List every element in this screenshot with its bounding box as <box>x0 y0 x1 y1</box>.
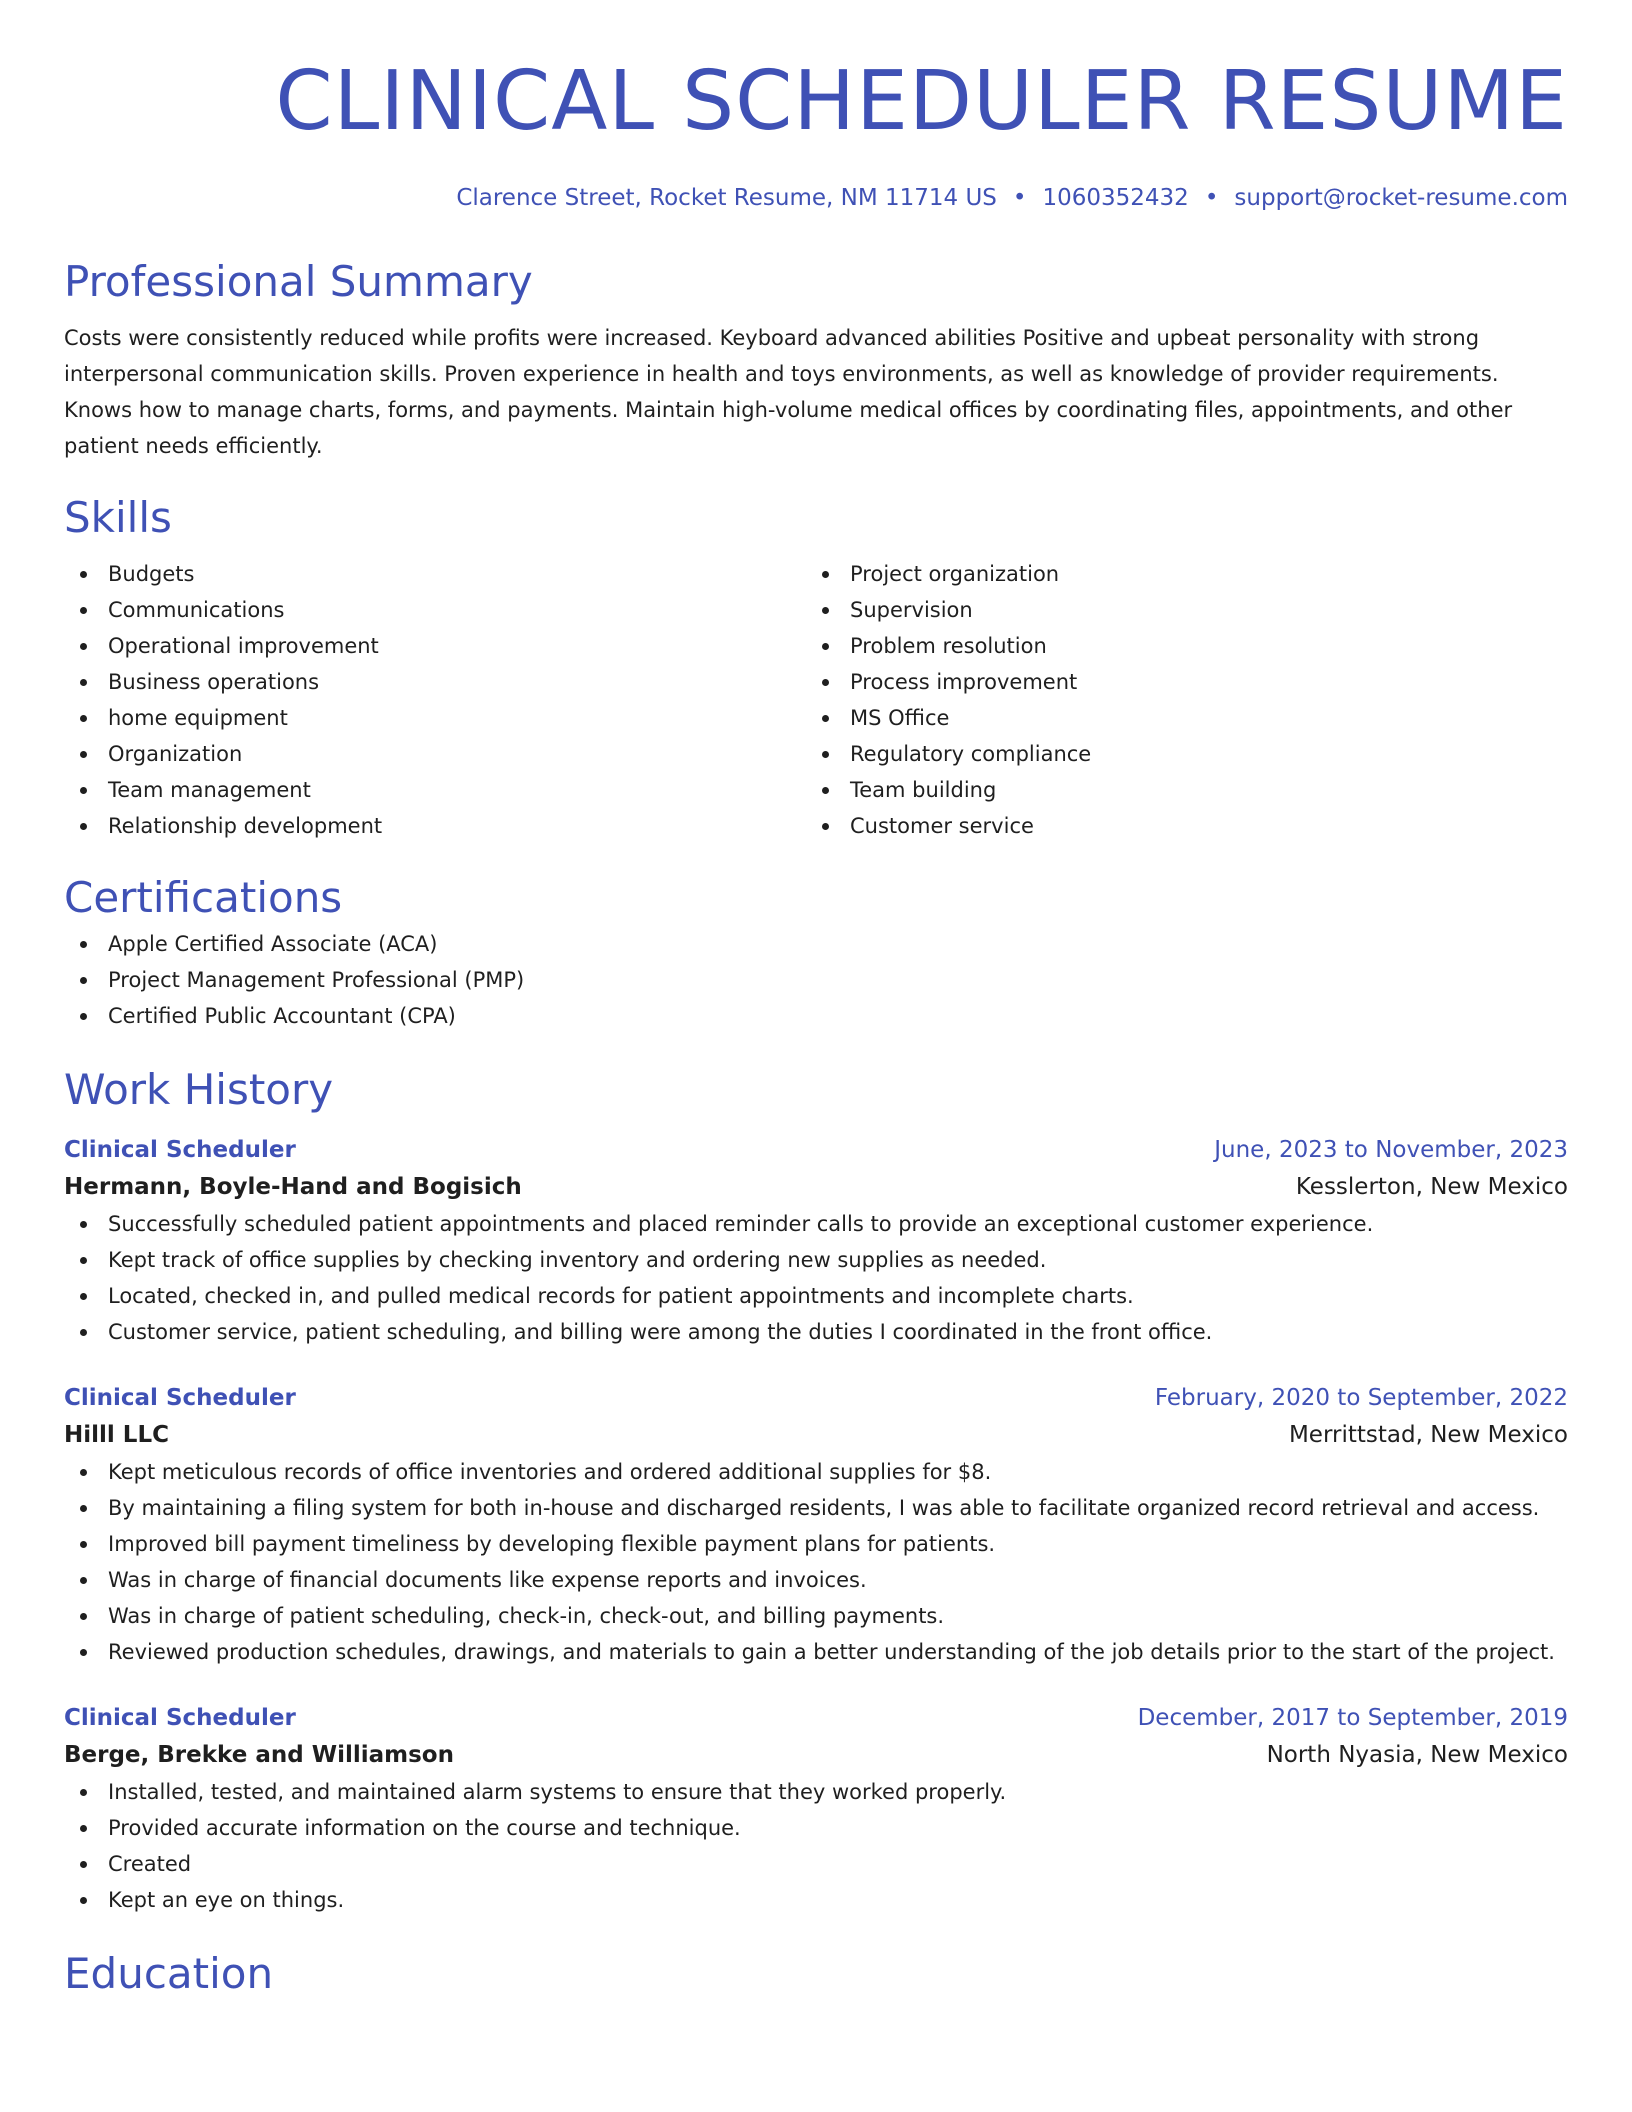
skill-item: Team building <box>806 772 1548 808</box>
contact-separator: • <box>1204 185 1219 211</box>
skills-grid <box>64 556 1568 844</box>
job-duty: Customer service, patient scheduling, and billing were among the duties I coordinated in the front office. <box>64 1314 1568 1350</box>
skill-item: Organization <box>64 736 806 772</box>
skill-item: Problem resolution <box>806 628 1548 664</box>
job-duties-list <box>64 1774 1568 1918</box>
skill-item: Business operations <box>64 664 806 700</box>
job-duties-list <box>64 1206 1568 1350</box>
skill-item: Supervision <box>806 592 1548 628</box>
job-title-row <box>64 1132 1568 1168</box>
job-duties-list <box>64 1454 1568 1670</box>
skill-item: Communications <box>64 592 806 628</box>
job-duty: Kept track of office supplies by checking inventory and ordering new supplies as needed. <box>64 1242 1568 1278</box>
job-duty: By maintaining a filing system for both in-house and discharged residents, I was able to facilitate organized record retrieval and access. <box>64 1490 1568 1526</box>
job-company: Berge, Brekke and Williamson <box>64 1742 454 1768</box>
skills-list-left <box>64 556 806 844</box>
skill-item: Operational improvement <box>64 628 806 664</box>
job-duty: Created <box>64 1846 1568 1882</box>
job-duty: Kept an eye on things. <box>64 1882 1568 1918</box>
certification-item: Certified Public Accountant (CPA) <box>64 998 1568 1034</box>
job-title: Clinical Scheduler <box>64 1385 296 1411</box>
skill-item: home equipment <box>64 700 806 736</box>
job-title-row <box>64 1700 1568 1736</box>
skills-list-right <box>806 556 1548 844</box>
certification-item: Apple Certified Associate (ACA) <box>64 926 1568 962</box>
certifications-list <box>64 926 1568 1034</box>
work-history-heading: Work History <box>64 1065 334 1114</box>
job-title: Clinical Scheduler <box>64 1705 296 1731</box>
job-company: Hilll LLC <box>64 1422 169 1448</box>
job-duty: Kept meticulous records of office inventories and ordered additional supplies for $8. <box>64 1454 1568 1490</box>
resume-title: CLINICAL SCHEDULER RESUME <box>275 54 1568 149</box>
contact-address: Clarence Street, Rocket Resume, NM 11714 US <box>456 185 997 211</box>
job-location: North Nyasia, New Mexico <box>1266 1742 1568 1768</box>
job-location: Kesslerton, New Mexico <box>1295 1174 1568 1200</box>
summary-text: Costs were consistently reduced while profits were increased. Keyboard advanced abilities Positive and upbeat personality with strong interpersonal communication skills. Proven experience in health and toys environments, as well as knowledge of provider requirements. Knows how to manage charts, forms, and payments. Maintain high-volume medical offices by coordinating files, appointments, and other patient needs efficiently. <box>64 326 1513 458</box>
contact-email: support@rocket-resume.com <box>1234 185 1568 211</box>
job-title: Clinical Scheduler <box>64 1137 296 1163</box>
skill-item: Customer service <box>806 808 1548 844</box>
resume-header <box>64 0 1568 214</box>
skill-item: Regulatory compliance <box>806 736 1548 772</box>
job-duty: Provided accurate information on the course and technique. <box>64 1810 1568 1846</box>
job-duty: Located, checked in, and pulled medical records for patient appointments and incomplete charts. <box>64 1278 1568 1314</box>
skill-item: Project organization <box>806 556 1548 592</box>
certifications-heading: Certifications <box>64 873 343 922</box>
contact-separator: • <box>1012 185 1027 211</box>
skill-item: Team management <box>64 772 806 808</box>
job-duty: Improved bill payment timeliness by developing flexible payment plans for patients. <box>64 1526 1568 1562</box>
certification-item: Project Management Professional (PMP) <box>64 962 1568 998</box>
job-company-row <box>64 1168 1568 1206</box>
job-duty: Reviewed production schedules, drawings, and materials to gain a better understanding of the job details prior to the start of the project. <box>64 1634 1568 1670</box>
education-heading: Education <box>64 1949 274 1998</box>
job-duty: Installed, tested, and maintained alarm systems to ensure that they worked properly. <box>64 1774 1568 1810</box>
contact-line <box>64 182 1568 214</box>
job-location: Merrittstad, New Mexico <box>1288 1422 1568 1448</box>
skill-item: Relationship development <box>64 808 806 844</box>
job-title-row <box>64 1380 1568 1416</box>
job-duty: Was in charge of financial documents like expense reports and invoices. <box>64 1562 1568 1598</box>
skill-item: Budgets <box>64 556 806 592</box>
job-dates: February, 2020 to September, 2022 <box>1154 1385 1568 1411</box>
job-company-row <box>64 1736 1568 1774</box>
job-company-row <box>64 1416 1568 1454</box>
job-entry <box>64 1132 1568 1350</box>
job-duty: Was in charge of patient scheduling, check-in, check-out, and billing payments. <box>64 1598 1568 1634</box>
summary-heading: Professional Summary <box>64 257 533 306</box>
job-duty: Successfully scheduled patient appointments and placed reminder calls to provide an exceptional customer experience. <box>64 1206 1568 1242</box>
job-company: Hermann, Boyle-Hand and Bogisich <box>64 1174 522 1200</box>
job-dates: December, 2017 to September, 2019 <box>1137 1705 1568 1731</box>
skill-item: Process improvement <box>806 664 1548 700</box>
skills-heading: Skills <box>64 493 172 542</box>
resume-page <box>64 0 1568 2002</box>
skill-item: MS Office <box>806 700 1548 736</box>
job-entry <box>64 1700 1568 1918</box>
contact-phone: 1060352432 <box>1042 185 1189 211</box>
job-dates: June, 2023 to November, 2023 <box>1214 1137 1568 1163</box>
job-entry <box>64 1380 1568 1670</box>
